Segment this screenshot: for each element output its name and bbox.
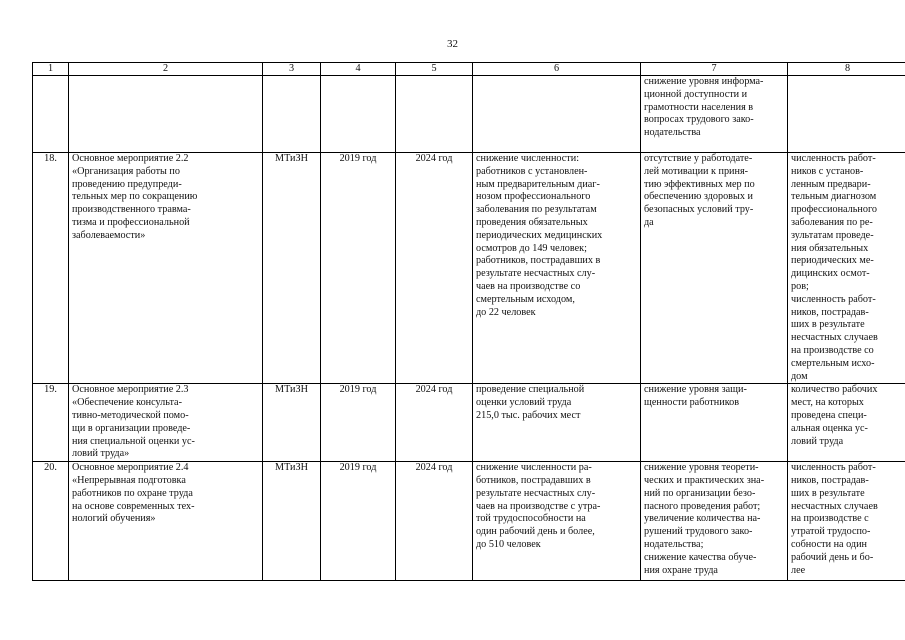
table-row — [33, 384, 905, 462]
cell-consequences: отсутствие у работодате- лей мотивации к приня- тию эффективных мер по обеспечению здоровых и безопасных условий тру- да — [641, 153, 788, 384]
cell-num: 18. — [33, 153, 69, 384]
cell-result — [473, 76, 641, 153]
cell-num: 19. — [33, 384, 69, 462]
cell-event: Основное мероприятие 2.2 «Организация работы по проведению предупреди- тельных мер по сокращению производственного травма- тизма и профессиональной заболеваемости» — [69, 153, 263, 384]
cell-start — [321, 76, 396, 153]
cell-indicator — [788, 76, 905, 153]
cell-indicator: количество рабочих мест, на которых проведена специ- альная оценка ус- ловий труда — [788, 384, 905, 462]
column-header-1: 1 — [33, 63, 69, 76]
cell-result: проведение специальной оценки условий труда 215,0 тыс. рабочих мест — [473, 384, 641, 462]
cell-event — [69, 76, 263, 153]
cell-executor: МТиЗН — [263, 153, 321, 384]
cell-start: 2019 год — [321, 462, 396, 581]
cell-event: Основное мероприятие 2.3 «Обеспечение консульта- тивно-методической помо- щи в организации проведе- ния специальной оценки ус- ловий труда» — [69, 384, 263, 462]
cell-executor: МТиЗН — [263, 462, 321, 581]
cell-result: снижение численности ра- ботников, пострадавших в результате несчастных слу- чаев на производстве с утра- той трудоспособности на один рабочий день и более, до 510 человек — [473, 462, 641, 581]
column-header-2: 2 — [69, 63, 263, 76]
page-number: 32 — [447, 38, 458, 50]
cell-consequences: снижение уровня теорети- ческих и практических зна- ний по организации безо- пасного проведения работ; увеличение количества на- рушений трудового зако- нодательства; снижение качества обуче- ния охране труда — [641, 462, 788, 581]
column-header-row — [33, 63, 905, 76]
cell-start: 2019 год — [321, 153, 396, 384]
column-header-7: 7 — [641, 63, 788, 76]
cell-end: 2024 год — [396, 462, 473, 581]
cell-indicator: численность работ- ников с установ- ленным предвари- тельным диагнозом профессионального заболевания по ре- зультатам проведе- ния обязательных периодических ме- дицинских осмот- ров; численность работ- ников, пострадав- ших в результате несчастных случаев на производстве со смертельным исхо- дом — [788, 153, 905, 384]
column-header-5: 5 — [396, 63, 473, 76]
column-header-8: 8 — [788, 63, 905, 76]
table-row-continuation — [33, 76, 905, 153]
cell-event: Основное мероприятие 2.4 «Непрерывная подготовка работников по охране труда на основе современных тех- нологий обучения» — [69, 462, 263, 581]
cell-end — [396, 76, 473, 153]
cell-num — [33, 76, 69, 153]
column-header-6: 6 — [473, 63, 641, 76]
cell-consequences: снижение уровня защи- щенности работников — [641, 384, 788, 462]
cell-indicator: численность работ- ников, пострадав- ших в результате несчастных случаев на производстве с утратой трудоспо- собности на один рабочий день и бо- лее — [788, 462, 905, 581]
cell-end: 2024 год — [396, 153, 473, 384]
cell-start: 2019 год — [321, 384, 396, 462]
cell-consequences: снижение уровня информа- ционной доступности и грамотности населения в вопросах трудового зако- нодательства — [641, 76, 788, 153]
cell-end: 2024 год — [396, 384, 473, 462]
cell-executor: МТиЗН — [263, 384, 321, 462]
column-header-3: 3 — [263, 63, 321, 76]
column-header-4: 4 — [321, 63, 396, 76]
cell-executor — [263, 76, 321, 153]
cell-num: 20. — [33, 462, 69, 581]
table-row — [33, 462, 905, 581]
measures-table — [32, 62, 905, 581]
cell-result: снижение численности: работников с установлен- ным предварительным диаг- нозом профессионального заболевания по результатам проведения обязательных периодических медицинских осмотров до 149 человек; работников, пострадавших в результате несчастных слу- чаев на производстве со смертельным исходом, до 22 человек — [473, 153, 641, 384]
table-row — [33, 153, 905, 384]
